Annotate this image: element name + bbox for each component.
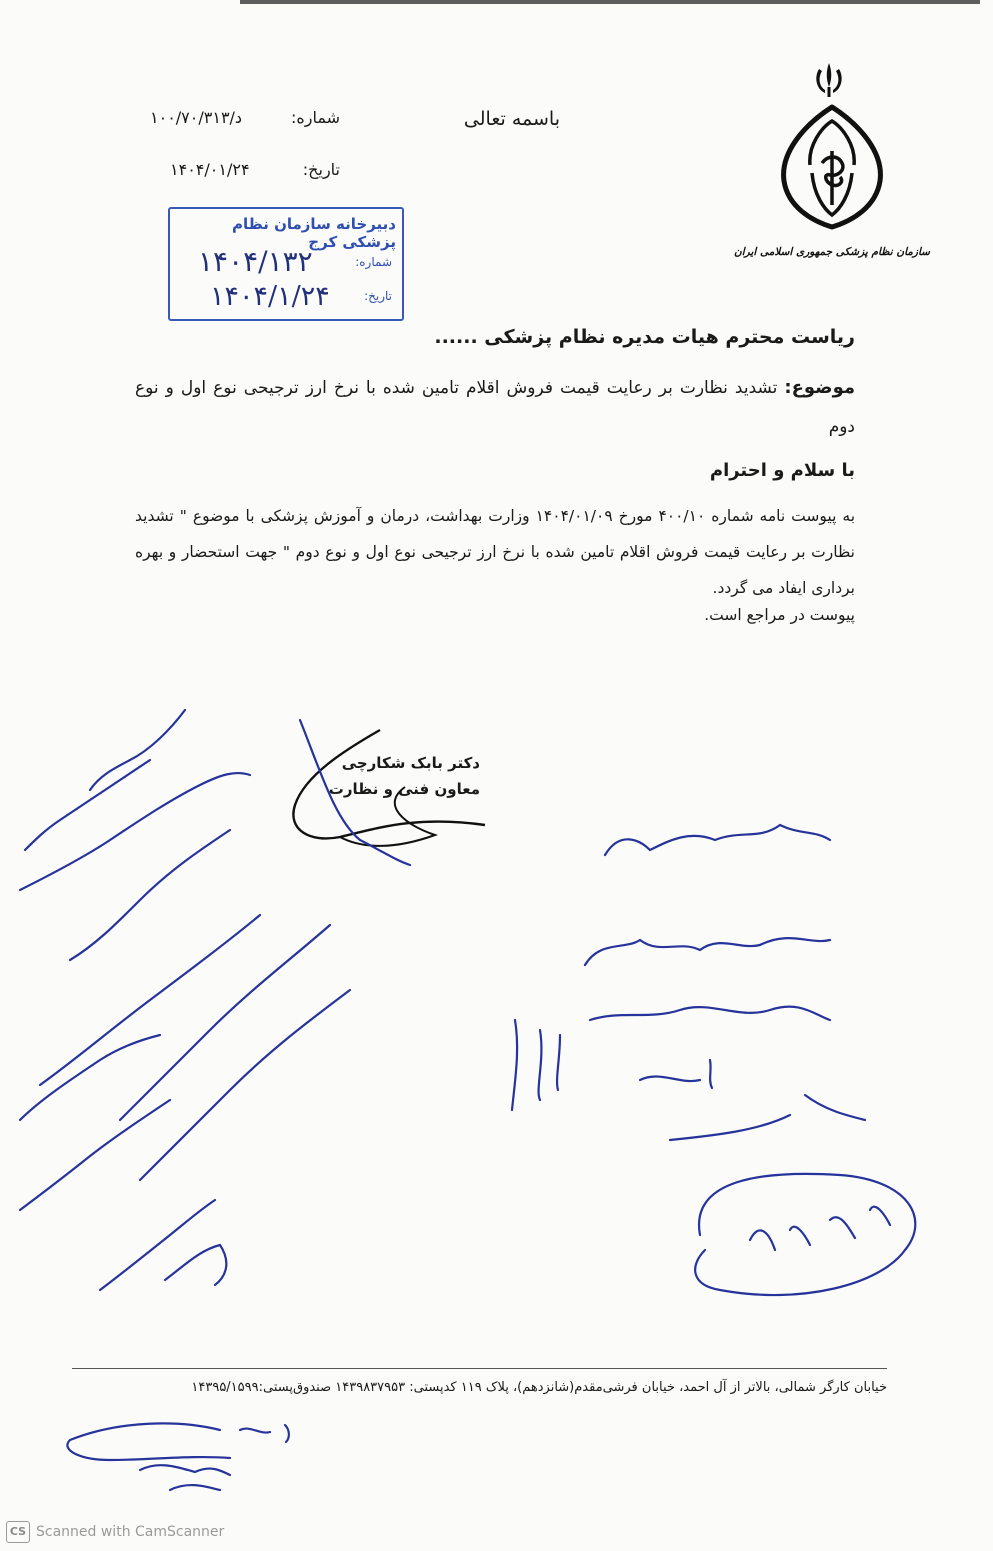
bismillah: باسمه تعالی	[463, 108, 560, 130]
footer-address: خیابان کارگر شمالی، بالاتر از آل احمد، خیابان فرشی‌مقدم(شانزدهم)، پلاک ۱۱۹ کدپستی: ۱۴۳۹۸۳۷۹۵۳ صندوق‌پستی:۱۴۳۹۵/۱۵۹۹	[191, 1380, 887, 1395]
stamp-title: دبیرخانه سازمان نظام پزشکی کرج	[231, 215, 396, 251]
camscanner-logo-icon: CS	[6, 1521, 30, 1543]
scan-edge	[240, 0, 980, 4]
medical-council-logo	[734, 55, 930, 270]
logo-org-name: سازمان نظام پزشکی جمهوری اسلامی ایران	[734, 246, 930, 258]
recipient-line: ریاست محترم هیات مدیره نظام پزشکی ......	[434, 326, 855, 348]
camscanner-watermark	[6, 1521, 224, 1543]
date-label: تاریخ:	[302, 160, 340, 179]
footer-rule	[72, 1368, 887, 1369]
signer-name: دکتر بابک شکارچی	[341, 754, 480, 772]
camscanner-text: Scanned with CamScanner	[36, 1524, 225, 1540]
attachment-note: پیوست در مراجع است.	[704, 606, 855, 624]
ref-number-value: د/۱۰۰/۷۰/۳۱۳	[150, 108, 243, 127]
greeting: با سلام و احترام	[709, 460, 855, 481]
signer-title: معاون فنی و نظارت	[328, 780, 480, 798]
subject-line	[135, 368, 855, 447]
ref-number-label: شماره:	[290, 108, 340, 127]
date-value: ۱۴۰۴/۰۱/۲۴	[170, 160, 250, 179]
registry-stamp	[168, 207, 404, 321]
body-paragraph: به پیوست نامه شماره ۴۰۰/۱۰ مورخ ۱۴۰۴/۰۱/۰۹ وزارت بهداشت، درمان و آموزش پزشکی با موضوع " تشدید نظارت بر رعایت قیمت فروش اقلام تامین شده با نرخ ارز ترجیحی نوع اول و نوع دوم " جهت استحضار و بهره برداری ایفاد می گردد.	[135, 507, 856, 597]
stamp-date-label: تاریخ:	[364, 289, 392, 303]
subject-text: تشدید نظارت بر رعایت قیمت فروش اقلام تامین شده با نرخ ارز ترجیحی نوع اول و نوع دوم	[135, 378, 855, 437]
subject-label: موضوع:	[784, 377, 855, 398]
stamp-number-label: شماره:	[355, 255, 392, 269]
stamp-date-value: ۱۴۰۴/۱/۲۴	[210, 281, 330, 312]
handwritten-notes	[0, 690, 993, 1370]
footer-handwriting	[50, 1400, 330, 1510]
stamp-number-value: ۱۴۰۴/۱۳۲	[198, 245, 313, 278]
